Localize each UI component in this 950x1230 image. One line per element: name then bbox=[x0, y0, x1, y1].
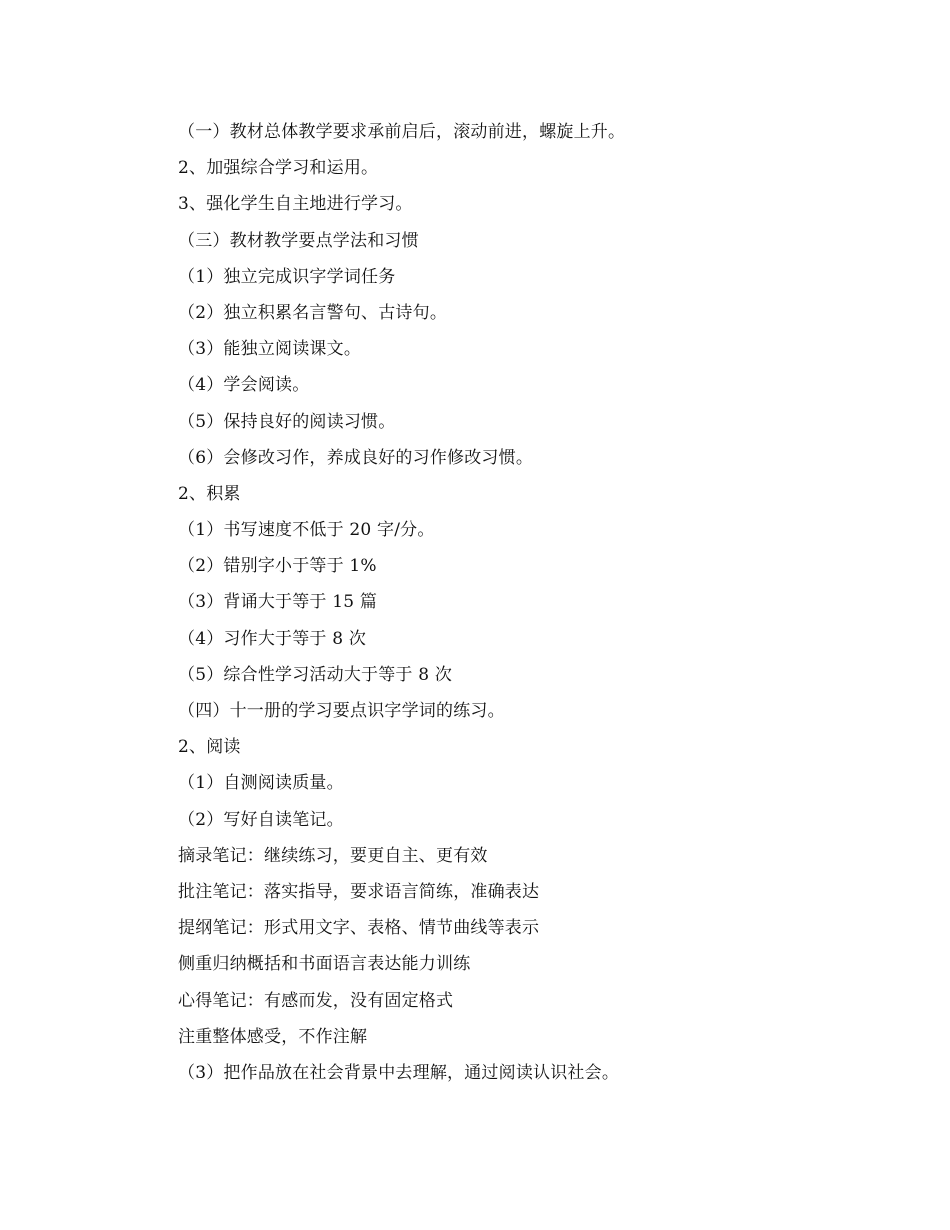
text-line: 批注笔记：落实指导，要求语言简练，准确表达 bbox=[178, 881, 540, 902]
section-heading: （四）十一册的学习要点识字学词的练习。 bbox=[178, 701, 505, 721]
section-heading: （三）教材教学要点学法和习惯 bbox=[178, 230, 419, 251]
list-item: （1）自测阅读质量。 bbox=[178, 773, 344, 794]
list-item: （3）能独立阅读课文。 bbox=[178, 339, 362, 360]
list-item: （2）独立积累名言警句、古诗句。 bbox=[178, 302, 448, 323]
text-line: （一）教材总体教学要求承前启后，滚动前进，螺旋上升。 bbox=[178, 122, 626, 142]
list-item: （3）把作品放在社会背景中去理解，通过阅读认识社会。 bbox=[178, 1062, 620, 1083]
list-item: （3）背诵大于等于 15 篇 bbox=[178, 592, 378, 613]
list-item: （4）学会阅读。 bbox=[178, 375, 310, 396]
section-heading: 2、阅读 bbox=[178, 737, 241, 758]
text-line: 注重整体感受，不作注解 bbox=[178, 1026, 368, 1047]
list-item: （2）写好自读笔记。 bbox=[178, 809, 344, 830]
list-item: （1）书写速度不低于 20 字/分。 bbox=[178, 520, 435, 541]
list-item: （1）独立完成识字学词任务 bbox=[178, 266, 396, 287]
text-line: 2、加强综合学习和运用。 bbox=[178, 158, 379, 179]
list-item: （5）保持良好的阅读习惯。 bbox=[178, 411, 396, 432]
text-line: 3、强化学生自主地进行学习。 bbox=[178, 194, 413, 215]
section-heading: 2、积累 bbox=[178, 483, 241, 504]
text-line: 心得笔记：有感而发，没有固定格式 bbox=[178, 990, 454, 1011]
text-line: 侧重归纳概括和书面语言表达能力训练 bbox=[178, 954, 471, 975]
list-item: （6）会修改习作，养成良好的习作修改习惯。 bbox=[178, 447, 534, 468]
list-item: （4）习作大于等于 8 次 bbox=[178, 628, 367, 649]
document-body bbox=[178, 118, 818, 1095]
list-item: （5）综合性学习活动大于等于 8 次 bbox=[178, 664, 453, 685]
list-item: （2）错别字小于等于 1% bbox=[178, 556, 377, 577]
text-line: 提纲笔记：形式用文字、表格、情节曲线等表示 bbox=[178, 918, 540, 939]
text-line: 摘录笔记：继续练习，要更自主、更有效 bbox=[178, 845, 488, 866]
